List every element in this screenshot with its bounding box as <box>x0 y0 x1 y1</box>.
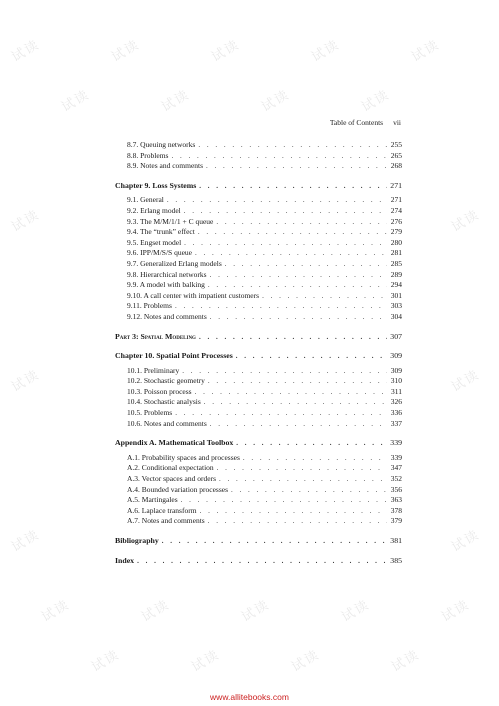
watermark: 试读 <box>309 37 343 66</box>
toc-entry-page: 280 <box>390 237 402 247</box>
toc-entry-page: 339 <box>390 452 402 462</box>
toc-chapter-title: Index <box>115 555 135 565</box>
toc-entry-title: 9.1. General <box>127 195 164 205</box>
watermark: 试读 <box>339 597 373 626</box>
toc-chapter-title: Appendix A. Mathematical Toolbox <box>115 438 234 448</box>
watermark: 试读 <box>449 207 483 236</box>
watermark: 试读 <box>59 87 93 116</box>
table-of-contents <box>115 140 402 570</box>
toc-chapter-title: Chapter 9. Loss Systems <box>115 180 197 190</box>
watermark: 试读 <box>9 37 43 66</box>
toc-entry[interactable] <box>115 238 402 249</box>
toc-entry-title: 10.4. Stochastic analysis <box>127 397 201 407</box>
toc-entry-page: 265 <box>390 150 402 160</box>
toc-entry-page: 289 <box>390 269 402 279</box>
toc-chapter-heading[interactable] <box>115 181 402 192</box>
watermark: 试读 <box>359 87 393 116</box>
toc-entry[interactable] <box>115 217 402 228</box>
toc-chapter-heading[interactable] <box>115 351 402 362</box>
toc-entry-title: A.4. Bounded variation processes <box>127 484 229 494</box>
watermark: 试读 <box>109 37 143 66</box>
watermark: 试读 <box>389 647 423 676</box>
toc-entry-title: A.3. Vector spaces and orders <box>127 474 217 484</box>
toc-bibliography[interactable] <box>115 536 402 547</box>
toc-entry[interactable] <box>115 312 402 323</box>
toc-entry-page: 301 <box>390 290 402 300</box>
toc-entry-title: 8.8. Problems <box>127 150 169 160</box>
watermark: 试读 <box>139 597 173 626</box>
toc-entry-title: 9.7. Generalized Erlang models <box>127 258 222 268</box>
toc-entry-page: 379 <box>390 516 402 526</box>
toc-entry-title: 9.3. The M/M/1/1 + C queue <box>127 216 214 226</box>
toc-entry-page: 274 <box>390 205 402 215</box>
toc-entry-page: 363 <box>390 495 402 505</box>
toc-entry-title: A.2. Conditional expectation <box>127 463 214 473</box>
watermark: 试读 <box>259 87 293 116</box>
toc-entry-title: 9.11. Problems <box>127 301 172 311</box>
watermark: 试读 <box>39 597 73 626</box>
toc-entry-title: 9.9. A model with balking <box>127 280 205 290</box>
watermark: 试读 <box>9 527 43 556</box>
toc-entry-title: 9.12. Notes and comments <box>127 311 207 321</box>
toc-chapter-page: 381 <box>390 536 402 545</box>
toc-entry-page: 279 <box>390 227 402 237</box>
toc-entry-page: 281 <box>390 248 402 258</box>
toc-chapter-title: Bibliography <box>115 536 159 545</box>
toc-entry[interactable] <box>115 387 402 398</box>
toc-entry[interactable] <box>115 419 402 430</box>
toc-entry-page: 304 <box>390 311 402 321</box>
toc-entry-title: 9.10. A call center with impatient customers <box>127 290 260 300</box>
toc-entry[interactable] <box>115 140 402 151</box>
toc-part-title: Part 3: Spatial Modeling <box>115 331 196 341</box>
toc-entry[interactable] <box>115 270 402 281</box>
toc-entry-title: A.5. Martingales <box>127 495 178 505</box>
toc-entry[interactable] <box>115 463 402 474</box>
toc-entry[interactable] <box>115 366 402 377</box>
toc-entry-title: 10.2. Stochastic geometry <box>127 376 205 386</box>
toc-entry[interactable] <box>115 195 402 206</box>
toc-chapter-heading[interactable] <box>115 438 402 449</box>
toc-entry-page: 378 <box>390 505 402 515</box>
toc-entry-title: 9.2. Erlang model <box>127 205 181 215</box>
toc-entry-page: 255 <box>390 140 402 149</box>
footer-link[interactable]: www.allitebooks.com <box>210 692 289 702</box>
toc-entry-title: 8.9. Notes and comments <box>127 161 204 171</box>
toc-entry-title: 10.5. Problems <box>127 408 173 418</box>
toc-entry-title: 10.6. Notes and comments <box>127 418 207 428</box>
toc-entry-title: 9.5. Engset model <box>127 237 182 247</box>
toc-entry[interactable] <box>115 516 402 527</box>
toc-entry[interactable] <box>115 227 402 238</box>
toc-chapter-page: 271 <box>390 180 402 190</box>
running-head <box>330 118 401 127</box>
toc-entry-title: 10.3. Poisson process <box>127 386 192 396</box>
toc-chapter-title: Chapter 10. Spatial Point Processes <box>115 351 233 361</box>
toc-entry-title: 8.7. Queuing networks <box>127 140 196 149</box>
toc-entry-title: A.6. Laplace transform <box>127 505 197 515</box>
watermark: 试读 <box>9 367 43 396</box>
toc-entry[interactable] <box>115 280 402 291</box>
toc-entry-title: A.1. Probability spaces and processes <box>127 452 240 462</box>
toc-entry-page: 294 <box>390 280 402 290</box>
toc-entry[interactable] <box>115 259 402 270</box>
toc-entry[interactable] <box>115 485 402 496</box>
toc-entry[interactable] <box>115 291 402 302</box>
toc-entry[interactable] <box>115 206 402 217</box>
toc-entry[interactable] <box>115 161 402 172</box>
toc-entry-page: 268 <box>390 161 402 171</box>
toc-entry-page: 303 <box>390 301 402 311</box>
toc-entry-page: 337 <box>390 418 402 428</box>
toc-entry[interactable] <box>115 151 402 162</box>
toc-chapter-page: 309 <box>390 351 402 361</box>
toc-entry[interactable] <box>115 376 402 387</box>
toc-entry[interactable] <box>115 506 402 517</box>
toc-entry[interactable] <box>115 248 402 259</box>
toc-entry[interactable] <box>115 495 402 506</box>
watermark: 试读 <box>209 37 243 66</box>
toc-entry-page: 276 <box>390 216 402 226</box>
toc-entry-page: 326 <box>390 397 402 407</box>
watermark: 试读 <box>289 647 323 676</box>
toc-part-heading[interactable] <box>115 332 402 343</box>
toc-entry-page: 336 <box>390 408 402 418</box>
toc-entry[interactable] <box>115 474 402 485</box>
watermark: 试读 <box>9 207 43 236</box>
toc-entry-title: 9.4. The “trunk” effect <box>127 227 195 237</box>
toc-entry-page: 271 <box>390 195 402 205</box>
toc-entry-page: 285 <box>390 258 402 268</box>
watermark: 试读 <box>239 597 273 626</box>
toc-entry-title: 9.6. IPP/M/S/S queue <box>127 248 193 258</box>
toc-entry-title: 10.1. Preliminary <box>127 365 180 375</box>
running-head-title: Table of Contents <box>329 118 384 127</box>
watermark: 试读 <box>159 87 193 116</box>
toc-entry[interactable] <box>115 397 402 408</box>
toc-entry[interactable] <box>115 301 402 312</box>
toc-entry[interactable] <box>115 408 402 419</box>
watermark: 试读 <box>439 597 473 626</box>
toc-chapter-page: 385 <box>390 555 402 565</box>
toc-entry[interactable] <box>115 453 402 464</box>
toc-entry-page: 356 <box>390 484 402 494</box>
running-head-page: vii <box>393 118 401 127</box>
toc-entry-title: A.7. Notes and comments <box>127 516 205 526</box>
watermark: 试读 <box>189 647 223 676</box>
watermark: 试读 <box>89 647 123 676</box>
toc-chapter-page: 339 <box>390 438 402 448</box>
watermark: 试读 <box>409 37 443 66</box>
toc-entry-page: 310 <box>390 376 402 386</box>
toc-entry-page: 347 <box>390 463 402 473</box>
watermark: 试读 <box>449 527 483 556</box>
watermark: 试读 <box>449 367 483 396</box>
toc-entry-page: 311 <box>391 386 402 396</box>
toc-index[interactable] <box>115 556 402 567</box>
toc-entry-title: 9.8. Hierarchical networks <box>127 269 207 279</box>
toc-part-page: 307 <box>390 331 402 341</box>
toc-entry-page: 309 <box>390 365 402 375</box>
toc-entry-page: 352 <box>390 474 402 484</box>
